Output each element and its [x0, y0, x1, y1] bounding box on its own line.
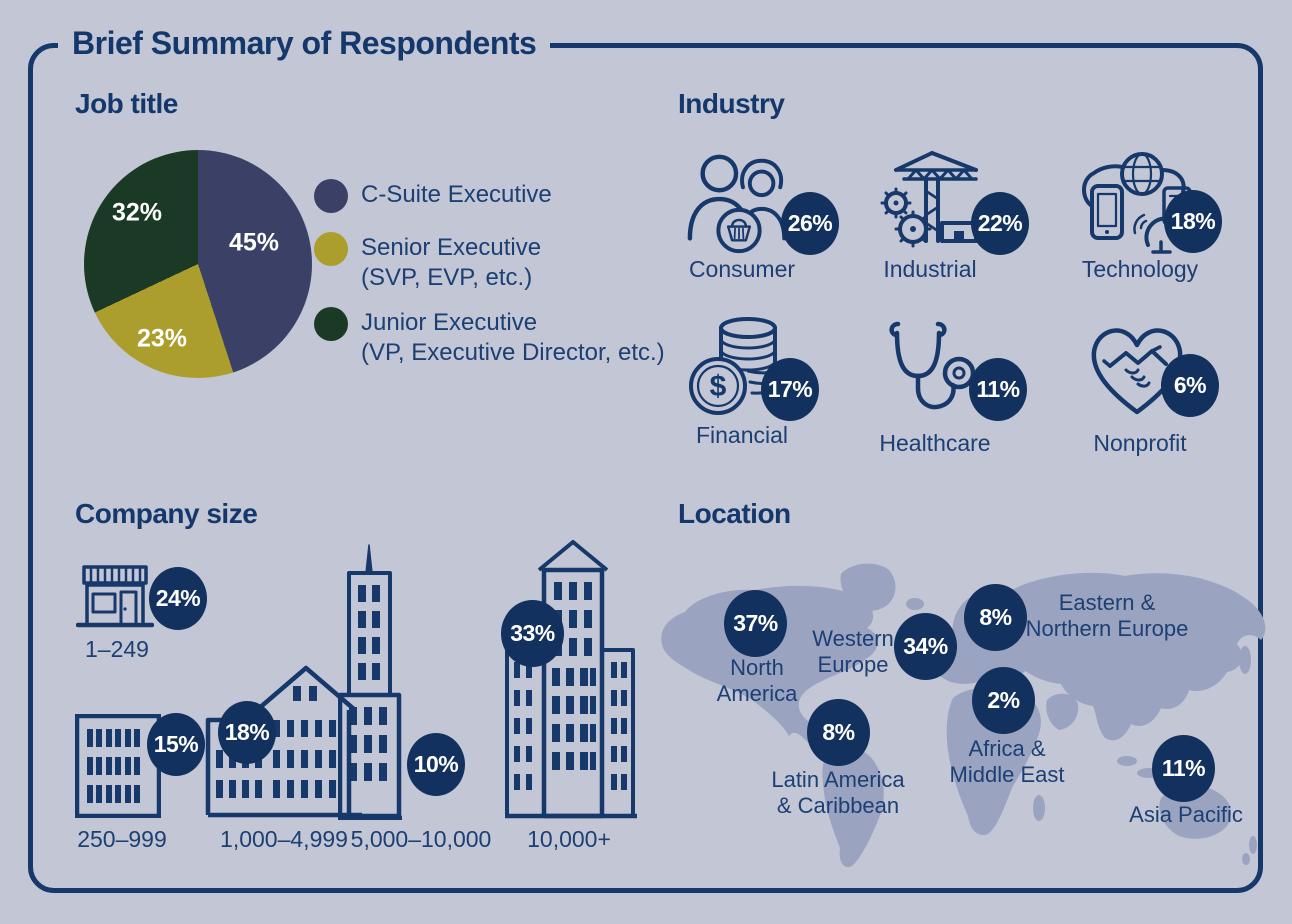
- western-europe-label: Western Europe: [812, 626, 894, 677]
- industrial-badge: 22%: [971, 192, 1029, 255]
- company-size-label-5: 10,000+: [527, 826, 611, 852]
- consumer-badge: 26%: [781, 192, 839, 255]
- company-size-badge-1: 24%: [149, 567, 207, 630]
- pie-label-junior: 32%: [111, 198, 163, 227]
- latin-america-caribbean-label: Latin America & Caribbean: [771, 767, 905, 818]
- pie-label-c-suite: 45%: [228, 228, 280, 257]
- building-tall-icon: [338, 543, 402, 820]
- asia-pacific-badge: 11%: [1152, 735, 1215, 802]
- nonprofit-label: Nonprofit: [1093, 430, 1187, 456]
- job-title-heading: Job title: [75, 88, 178, 119]
- legend-item-senior: [314, 232, 541, 293]
- location-heading: Location: [678, 498, 791, 529]
- technology-label: Technology: [1081, 256, 1199, 282]
- legend-sublabel-senior: (SVP, EVP, etc.): [361, 264, 533, 291]
- consumer-icon: [680, 148, 798, 258]
- consumer-label: Consumer: [688, 256, 796, 282]
- company-size-badge-3: 18%: [218, 701, 276, 764]
- legend-label-senior: Senior Executive: [361, 234, 542, 261]
- svg-text:$: $: [709, 370, 727, 403]
- industrial-label: Industrial: [883, 256, 977, 282]
- company-size-heading: Company size: [75, 498, 258, 529]
- company-size-badge-2: 15%: [147, 713, 205, 776]
- north-america-badge: 37%: [724, 590, 787, 657]
- financial-badge: 17%: [761, 358, 819, 421]
- page-title: Brief Summary of Respondents: [58, 25, 550, 62]
- company-size-label-4: 5,000–10,000: [350, 826, 492, 852]
- shop-icon: [76, 564, 154, 628]
- legend-label-c-suite: C-Suite Executive: [361, 181, 552, 208]
- legend-label-junior: Junior Executive: [361, 309, 538, 336]
- company-size-label-3: 1,000–4,999: [220, 826, 348, 852]
- healthcare-badge: 11%: [969, 358, 1027, 421]
- legend-dot-senior: [314, 232, 348, 266]
- north-america-label: North America: [716, 655, 798, 706]
- legend-sublabel-junior: (VP, Executive Director, etc.): [361, 339, 665, 366]
- building-small-icon: [75, 714, 161, 818]
- technology-badge: 18%: [1164, 190, 1222, 253]
- latin-america-caribbean-badge: 8%: [807, 699, 870, 766]
- financial-label: Financial: [695, 422, 789, 448]
- western-europe-badge: 34%: [894, 613, 957, 680]
- company-size-label-1: 1–249: [85, 636, 149, 662]
- building-tallest-icon: [505, 538, 637, 820]
- job-title-pie-chart: [84, 150, 312, 378]
- company-size-badge-4: 10%: [407, 733, 465, 796]
- company-size-label-2: 250–999: [77, 826, 167, 852]
- nonprofit-badge: 6%: [1161, 354, 1219, 417]
- legend-item-junior: [314, 307, 665, 368]
- healthcare-icon: [874, 316, 986, 420]
- pie-label-senior: 23%: [136, 324, 188, 353]
- africa-middle-east-badge: 2%: [972, 667, 1035, 734]
- africa-middle-east-label: Africa & Middle East: [949, 736, 1065, 787]
- legend-item-c-suite: [314, 179, 552, 213]
- healthcare-label: Healthcare: [879, 430, 991, 456]
- company-size-badge-5: 33%: [501, 600, 564, 667]
- eastern-northern-europe-badge: 8%: [964, 584, 1027, 651]
- asia-pacific-label: Asia Pacific: [1129, 802, 1243, 827]
- eastern-northern-europe-label: Eastern & Northern Europe: [1025, 590, 1189, 641]
- location-panel: [655, 540, 1277, 888]
- legend-dot-junior: [314, 307, 348, 341]
- legend-dot-c-suite: [314, 179, 348, 213]
- industry-heading: Industry: [678, 88, 785, 119]
